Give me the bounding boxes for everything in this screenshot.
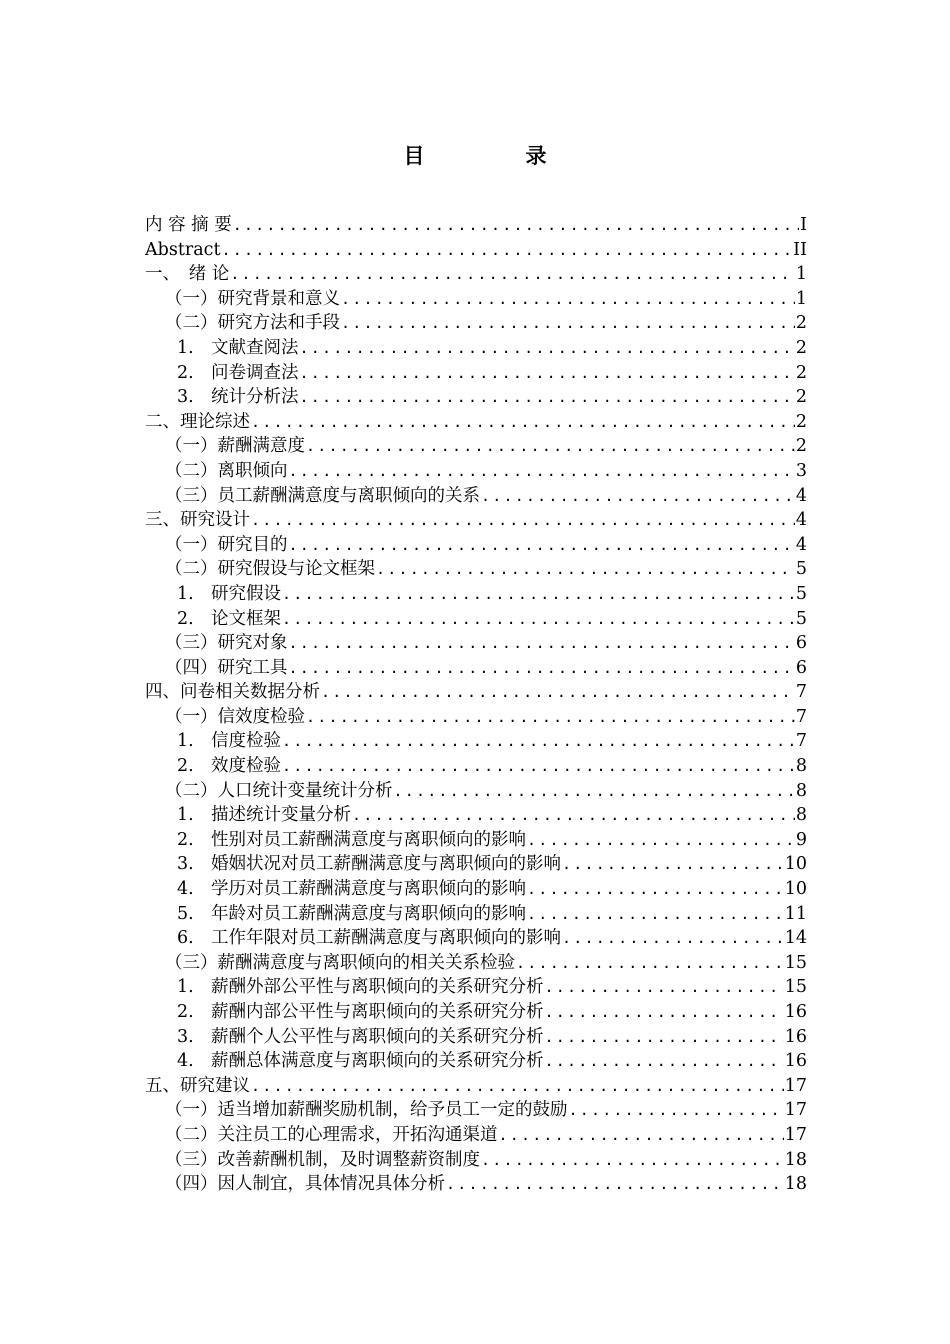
toc-entry-number: 1.	[177, 805, 194, 826]
toc-entry-label: 年龄对员工薪酬满意度与离职倾向的影响	[211, 903, 526, 924]
toc-entry[interactable]	[145, 926, 807, 951]
toc-entry-number: 6.	[177, 928, 194, 949]
toc-entry-label: 薪酬外部公平性与离职倾向的关系研究分析	[211, 977, 544, 998]
toc-entry[interactable]	[145, 951, 807, 976]
toc-entry[interactable]	[145, 631, 807, 656]
dot-leader	[341, 287, 795, 312]
toc-entry-page-number: 7	[795, 731, 807, 752]
toc-entry-number: 5.	[177, 903, 194, 924]
toc-entry-label: 内 容 摘 要	[145, 215, 232, 235]
dot-leader	[251, 508, 795, 533]
toc-entry-page-number: 15	[784, 952, 807, 973]
dot-leader	[289, 631, 795, 656]
dot-leader	[321, 680, 795, 705]
toc-entry[interactable]	[145, 877, 807, 902]
toc-entry-number: 2.	[177, 1002, 194, 1022]
dot-leader	[300, 385, 795, 410]
toc-entry-label: 工作年限对员工薪酬满意度与离职倾向的影响	[211, 928, 561, 949]
toc-entry-label: 研究假设	[211, 583, 281, 604]
dot-leader	[562, 926, 784, 951]
toc-entry[interactable]	[145, 459, 807, 484]
dot-leader	[233, 213, 799, 238]
toc-entry-page-number: 4	[795, 534, 807, 555]
toc-entry[interactable]	[145, 803, 807, 828]
toc-entry[interactable]	[145, 508, 807, 533]
toc-entry-label: 一、 绪 论	[145, 264, 230, 285]
toc-entry[interactable]	[145, 1025, 807, 1050]
toc-entry-page-number: 8	[795, 756, 807, 777]
toc-entry-page-number: 17	[784, 1075, 807, 1096]
toc-entry[interactable]	[145, 557, 807, 582]
dot-leader	[499, 1123, 784, 1148]
dot-leader	[545, 1000, 784, 1025]
dot-leader	[300, 361, 795, 386]
toc-entry-label: （一）薪酬满意度	[165, 436, 305, 457]
toc-entry[interactable]	[145, 680, 807, 705]
dot-leader	[282, 582, 795, 607]
toc-entry-label: 三、研究设计	[145, 510, 250, 531]
toc-entry-label: （三）研究对象	[165, 633, 288, 654]
toc-entry-page-number: 10	[784, 854, 807, 875]
toc-entry[interactable]	[145, 262, 807, 287]
toc-entry[interactable]	[145, 1000, 807, 1025]
toc-entry-page-number: 4	[795, 485, 807, 506]
toc-entry[interactable]	[145, 385, 807, 410]
dot-leader	[481, 484, 795, 509]
toc-entry-page-number: 2	[795, 387, 807, 408]
dot-leader	[527, 828, 795, 853]
toc-entry-page-number: 9	[795, 829, 807, 850]
toc-entry-page-number: 5	[795, 559, 807, 580]
toc-entry-label: 性别对员工薪酬满意度与离职倾向的影响	[211, 829, 526, 850]
toc-entry-page-number: II	[793, 239, 807, 260]
toc-entry-label: 文献查阅法	[211, 337, 299, 358]
dot-leader	[289, 459, 795, 484]
toc-entry-page-number: 1	[795, 264, 807, 285]
dot-leader	[527, 902, 784, 927]
dot-leader	[527, 877, 784, 902]
dot-leader	[352, 803, 795, 828]
toc-entry[interactable]	[145, 1123, 807, 1148]
toc-entry-label: 学历对员工薪酬满意度与离职倾向的影响	[211, 879, 526, 900]
toc-entry-page-number: 16	[784, 1051, 807, 1072]
toc-entry[interactable]	[145, 287, 807, 312]
toc-entry-label: 五、研究建议	[145, 1075, 250, 1096]
toc-entry-label: （一）研究背景和意义	[165, 288, 340, 309]
dot-leader	[282, 607, 795, 632]
toc-entry-page-number: 14	[784, 928, 807, 949]
toc-entry-page-number: 5	[795, 608, 807, 629]
toc-entry-page-number: 10	[784, 879, 807, 900]
toc-entry-number: 1.	[177, 337, 194, 358]
toc-entry-number: 2.	[177, 756, 194, 777]
toc-entry-label: 论文框架	[211, 608, 281, 629]
dot-leader	[569, 1098, 784, 1123]
toc-entry-page-number: 2	[795, 337, 807, 358]
toc-entry[interactable]	[145, 1074, 807, 1099]
toc-entry[interactable]	[145, 729, 807, 754]
toc-entry-number: 3.	[177, 387, 194, 408]
dot-leader	[230, 262, 795, 287]
dot-leader	[394, 779, 795, 804]
toc-entry-number: 4.	[177, 1051, 194, 1072]
toc-entry[interactable]	[145, 1049, 807, 1074]
toc-entry-number: 4.	[177, 879, 194, 900]
toc-entry-page-number: 17	[784, 1124, 807, 1145]
dot-leader	[516, 951, 784, 976]
toc-entry-page-number: 16	[784, 1002, 807, 1022]
toc-entry[interactable]	[145, 533, 807, 558]
toc-entry[interactable]	[145, 336, 807, 361]
dot-leader	[282, 754, 795, 779]
toc-entry-number: 1.	[177, 977, 194, 998]
toc-entry-label: （四）研究工具	[165, 657, 288, 678]
toc-entry-label: 薪酬总体满意度与离职倾向的关系研究分析	[211, 1051, 544, 1072]
toc-entry[interactable]	[145, 705, 807, 730]
toc-entry-page-number: 16	[784, 1026, 807, 1047]
toc-entry-label: （一）适当增加薪酬奖励机制，给予员工一定的鼓励	[165, 1100, 568, 1121]
toc-entry-page-number: 2	[795, 362, 807, 383]
dot-leader	[545, 1049, 784, 1074]
toc-entry[interactable]	[145, 656, 807, 681]
dot-leader	[251, 1074, 784, 1099]
toc-entry-number: 2.	[177, 608, 194, 629]
toc-entry-page-number: 6	[795, 657, 807, 678]
toc-entry-label: 薪酬个人公平性与离职倾向的关系研究分析	[211, 1026, 544, 1047]
toc-entry-number: 3.	[177, 1026, 194, 1047]
toc-entry-page-number: 15	[784, 977, 807, 998]
toc-entry-label: 薪酬内部公平性与离职倾向的关系研究分析	[211, 1002, 544, 1022]
toc-entry-label: 二、理论综述	[145, 411, 250, 432]
toc-entry-number: 1.	[177, 583, 194, 604]
toc-entry[interactable]	[145, 852, 807, 877]
dot-leader	[446, 1172, 784, 1197]
dot-leader	[222, 238, 793, 263]
dot-leader	[289, 533, 795, 558]
toc-entry-label: （三）员工薪酬满意度与离职倾向的关系	[165, 485, 480, 506]
toc-entry[interactable]	[145, 1098, 807, 1123]
dot-leader	[545, 1025, 784, 1050]
toc-entry-label: （二）研究假设与论文框架	[165, 559, 375, 580]
toc-entry-page-number: 4	[795, 510, 807, 531]
toc-entry[interactable]	[145, 828, 807, 853]
toc-entry[interactable]	[145, 434, 807, 459]
toc-entry[interactable]	[145, 902, 807, 927]
toc-entry-number: 1.	[177, 731, 194, 752]
dot-leader	[282, 729, 795, 754]
toc-title: 目 录	[403, 144, 587, 168]
toc-entry[interactable]	[145, 1172, 807, 1197]
toc-entry-page-number: 17	[784, 1100, 807, 1121]
toc-entry-label: 信度检验	[211, 731, 281, 752]
toc-entry-page-number: 18	[784, 1149, 807, 1170]
toc-entry-page-number: 2	[795, 313, 807, 334]
dot-leader	[251, 410, 795, 435]
toc-entry-number: 3.	[177, 854, 194, 875]
dot-leader	[562, 852, 784, 877]
toc-entry-page-number: 1	[795, 288, 807, 309]
dot-leader	[341, 311, 795, 336]
toc-entry-page-number: 3	[795, 460, 807, 481]
toc-entry[interactable]	[145, 484, 807, 509]
toc-entry-label: （三）薪酬满意度与离职倾向的相关关系检验	[165, 952, 515, 973]
dot-leader	[545, 975, 784, 1000]
dot-leader	[481, 1148, 784, 1173]
toc-entry[interactable]	[145, 410, 807, 435]
toc-entry-label: （二）研究方法和手段	[165, 313, 340, 334]
toc-entry-label: （一）信效度检验	[165, 706, 305, 727]
toc-entry-label: （二）关注员工的心理需求，开拓沟通渠道	[165, 1124, 498, 1145]
toc-entry[interactable]	[145, 779, 807, 804]
toc-entry-page-number: I	[800, 215, 807, 235]
dot-leader	[306, 705, 795, 730]
toc-entry-label: Abstract	[145, 239, 221, 260]
toc-entry[interactable]	[145, 213, 807, 238]
toc-entry-page-number: 18	[784, 1174, 807, 1195]
toc-entry-label: 四、问卷相关数据分析	[145, 682, 320, 703]
toc-entry-label: 统计分析法	[211, 387, 299, 408]
toc-entry-label: 效度检验	[211, 756, 281, 777]
toc-entry-label: （二）人口统计变量统计分析	[165, 780, 393, 801]
toc-entry-label: （二）离职倾向	[165, 460, 288, 481]
toc-entry-page-number: 11	[784, 903, 807, 924]
toc-entry[interactable]	[145, 975, 807, 1000]
toc-entry[interactable]	[145, 238, 807, 263]
toc-entry-label: 描述统计变量分析	[211, 805, 351, 826]
toc-entry-page-number: 8	[795, 780, 807, 801]
toc-entry-page-number: 7	[795, 682, 807, 703]
toc-entry-page-number: 6	[795, 633, 807, 654]
toc-entry[interactable]	[145, 1148, 807, 1173]
toc-entry-page-number: 2	[795, 411, 807, 432]
toc-entry[interactable]	[145, 582, 807, 607]
toc-entry-label: （三）改善薪酬机制，及时调整薪资制度	[165, 1149, 480, 1170]
toc-entry-page-number: 5	[795, 583, 807, 604]
toc-entry[interactable]	[145, 361, 807, 386]
toc-entry-label: （四）因人制宜，具体情况具体分析	[165, 1174, 445, 1195]
dot-leader	[376, 557, 795, 582]
toc-entry[interactable]	[145, 311, 807, 336]
toc-entry-label: 问卷调查法	[211, 362, 299, 383]
dot-leader	[300, 336, 795, 361]
toc-entry-label: （一）研究目的	[165, 534, 288, 555]
toc-entry-page-number: 8	[795, 805, 807, 826]
toc-entry-page-number: 2	[795, 436, 807, 457]
toc-entry[interactable]	[145, 754, 807, 779]
dot-leader	[289, 656, 795, 681]
toc-entry[interactable]	[145, 607, 807, 632]
toc-entry-number: 2.	[177, 829, 194, 850]
toc-entry-page-number: 7	[795, 706, 807, 727]
toc-entry-number: 2.	[177, 362, 194, 383]
toc-entry-label: 婚姻状况对员工薪酬满意度与离职倾向的影响	[211, 854, 561, 875]
dot-leader	[306, 434, 795, 459]
table-of-contents	[145, 213, 807, 1197]
